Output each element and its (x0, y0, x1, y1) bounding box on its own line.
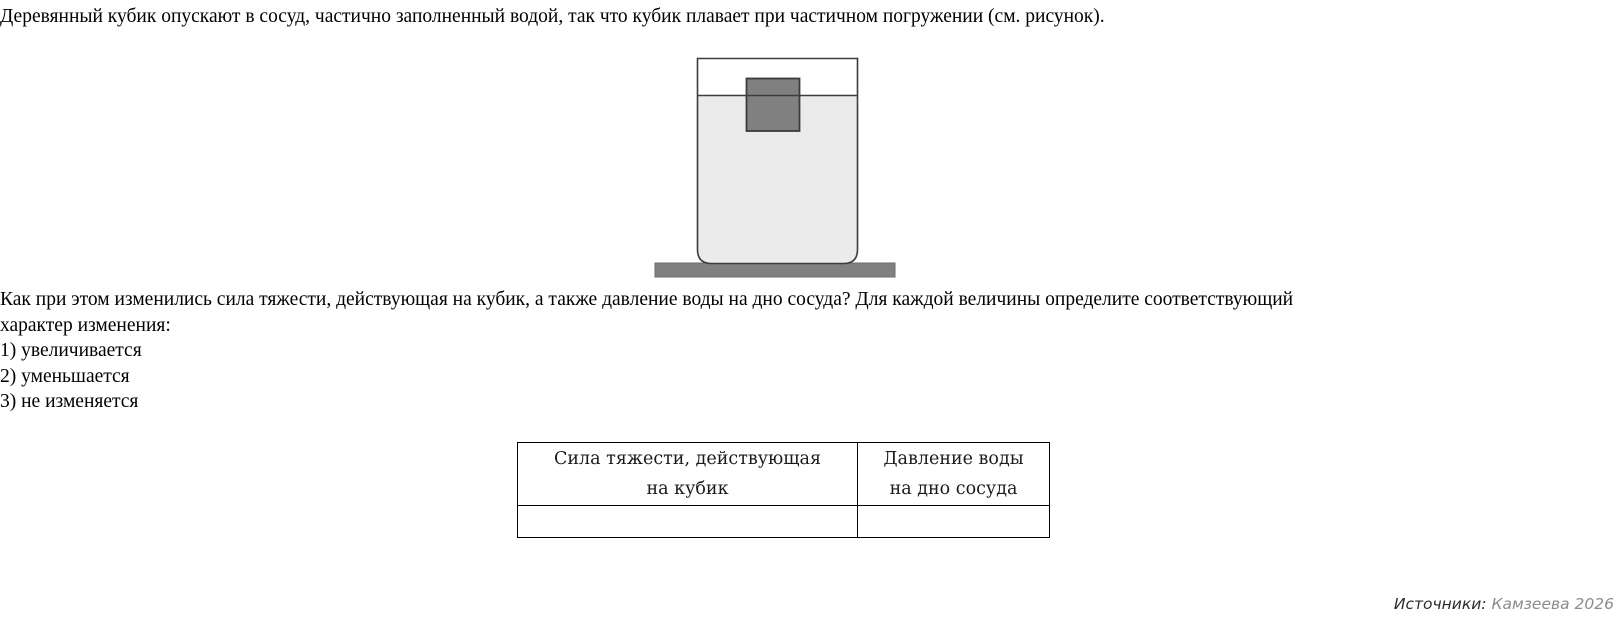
answer-table (517, 442, 1050, 538)
question-line-1: Как при этом изменились сила тяжести, действующая на кубик, а также давление воды на дно сосуда? Для каждой величины определите соответствующий (0, 289, 1294, 310)
figure-vessel-with-floating-cube (0, 0, 1616, 285)
column-header-gravity-force-line1: Сила тяжести, действующая (553, 449, 822, 469)
table-row (518, 506, 1050, 538)
answer-cell-gravity-force[interactable] (518, 506, 858, 538)
table-header-row (518, 443, 1050, 506)
option-item-unchanged[interactable]: 3) не изменяется (0, 391, 139, 412)
column-header-gravity-force-line2: на кубик (646, 479, 729, 499)
source-attribution (1394, 595, 1614, 613)
source-value: Камзеева 2026 (1491, 595, 1614, 613)
column-header-water-pressure-line2: на дно сосуда (889, 479, 1018, 499)
answer-table-container (517, 442, 1050, 538)
question-block (0, 287, 1616, 415)
source-label: Источники: (1393, 595, 1487, 613)
answer-options-list (0, 338, 1616, 415)
answer-table-head (518, 443, 1050, 506)
column-header-water-pressure (858, 443, 1050, 506)
water-fill-shape (698, 96, 858, 264)
task-intro-text: Деревянный кубик опускают в сосуд, частично заполненный водой, так что кубик плавает при частичном погружении (см. рисунок). (0, 6, 1105, 27)
option-item-decreases[interactable]: 2) уменьшается (0, 365, 130, 387)
vessel-diagram-svg (0, 0, 1616, 285)
answer-table-body (518, 506, 1050, 538)
option-item-increases[interactable]: 1) увеличивается (0, 340, 142, 361)
wooden-cube-shape (747, 79, 800, 132)
answer-cell-water-pressure[interactable] (858, 506, 1050, 538)
column-header-gravity-force (518, 443, 858, 506)
question-line-2: характер изменения: (0, 314, 171, 336)
column-header-water-pressure-line1: Давление воды (883, 449, 1024, 469)
support-bar-shape (655, 263, 895, 277)
vessel-outline-shape (698, 59, 858, 264)
